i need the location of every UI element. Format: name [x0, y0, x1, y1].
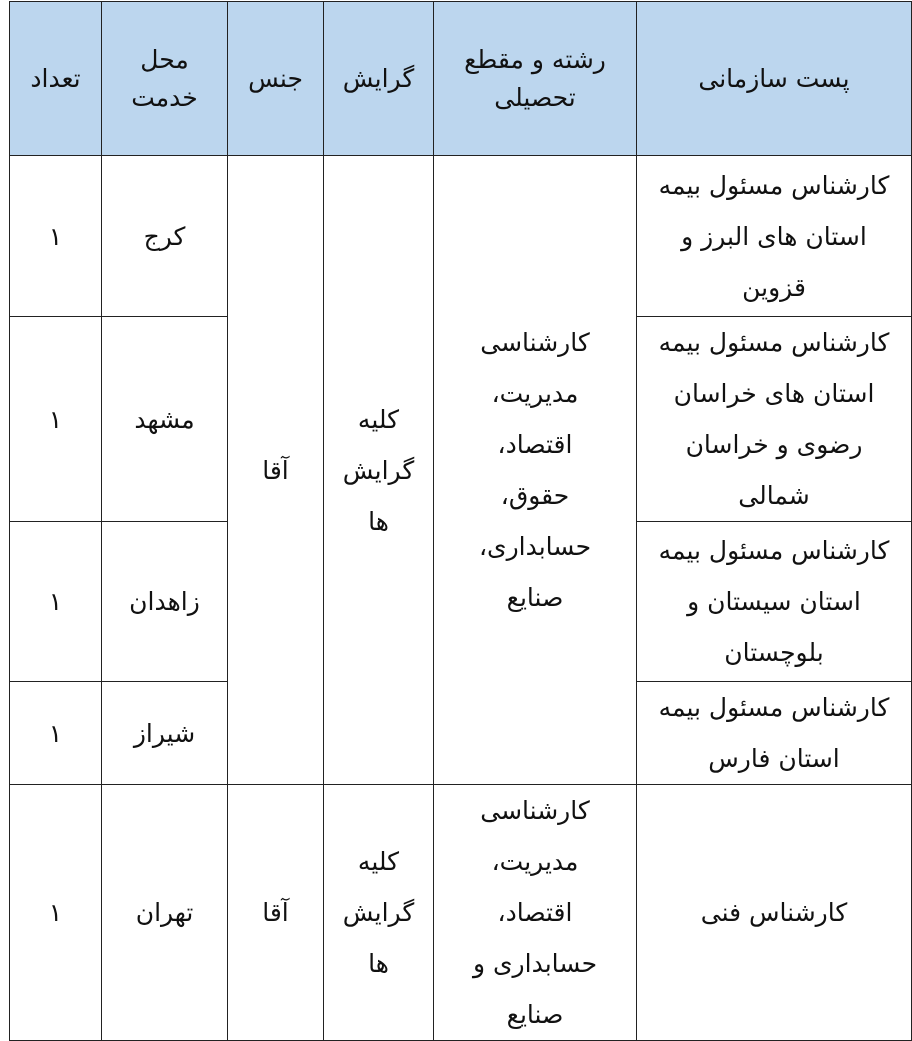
cell-post [637, 156, 912, 317]
post-text: کارشناس مسئول بیمه استان فارس [658, 693, 890, 773]
cell-location: کرج [102, 156, 228, 317]
cell-gender-merged: آقا [228, 156, 324, 785]
cell-location: زاهدان [102, 522, 228, 682]
table-row [10, 156, 912, 317]
cell-count: ۱ [10, 522, 102, 682]
header-field-degree [434, 2, 637, 156]
specialization-merged-text: کلیه گرایش ها [342, 404, 415, 536]
field-degree-text: کارشناسی مدیریت، اقتصاد، حسابداری و صنایع [472, 796, 598, 1029]
cell-post: کارشناس فنی [637, 785, 912, 1041]
cell-post [637, 317, 912, 522]
cell-post [637, 682, 912, 785]
header-specialization: گرایش [324, 2, 434, 156]
cell-specialization [324, 785, 434, 1041]
header-count: تعداد [10, 2, 102, 156]
cell-count: ۱ [10, 156, 102, 317]
post-text: کارشناس مسئول بیمه استان های خراسان رضوی و خراسان شمالی [658, 328, 890, 510]
job-listing-table [9, 1, 912, 1041]
cell-field-degree [434, 785, 637, 1041]
cell-location: تهران [102, 785, 228, 1041]
header-location: محل خدمت [102, 2, 228, 156]
specialization-text: کلیه گرایش ها [342, 847, 415, 978]
table-header-row [10, 2, 912, 156]
cell-field-degree-merged [434, 156, 637, 785]
cell-location: مشهد [102, 317, 228, 522]
cell-count: ۱ [10, 682, 102, 785]
post-text: کارشناس مسئول بیمه استان های البرز و قزوین [658, 170, 890, 302]
cell-gender: آقا [228, 785, 324, 1041]
field-degree-merged-text: کارشناسی مدیریت، اقتصاد، حقوق، حسابداری، صنایع [478, 328, 592, 612]
header-gender: جنس [228, 2, 324, 156]
header-post: پست سازمانی [637, 2, 912, 156]
cell-location: شیراز [102, 682, 228, 785]
cell-count: ۱ [10, 317, 102, 522]
cell-post [637, 522, 912, 682]
cell-specialization-merged [324, 156, 434, 785]
cell-count: ۱ [10, 785, 102, 1041]
post-text: کارشناس مسئول بیمه استان سیستان و بلوچستان [658, 536, 890, 667]
table-row [10, 785, 912, 1041]
header-field-degree-text: رشته و مقطع تحصیلی [464, 44, 606, 112]
